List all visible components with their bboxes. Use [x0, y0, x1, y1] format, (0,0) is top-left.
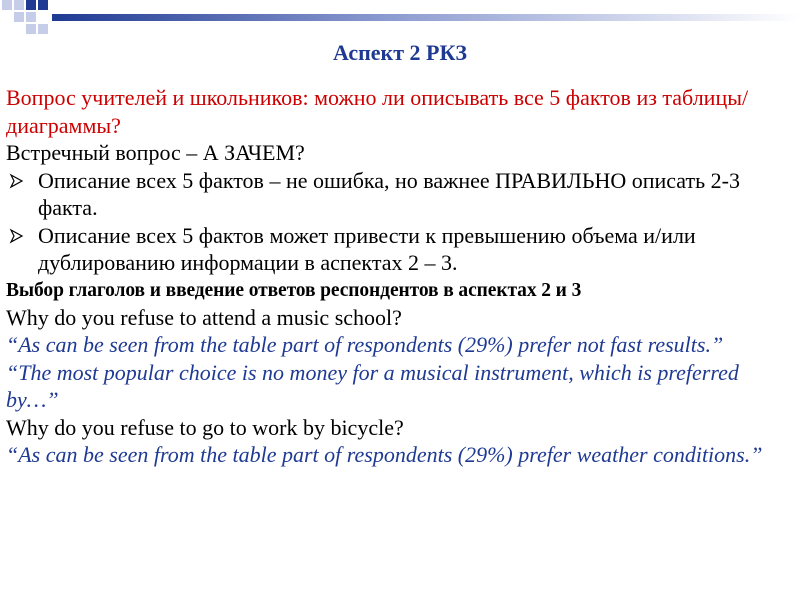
deco-square [2, 0, 12, 10]
bullet-item [6, 167, 792, 222]
slide-content [6, 84, 792, 469]
deco-square [26, 24, 36, 34]
deco-square [38, 24, 48, 34]
bullet-text: Описание всех 5 фактов может привести к превышению объема и/или дублированию информации в аспектах 2 – 3. [38, 222, 696, 275]
example-quote: “The most popular choice is no money for a musical instrument, which is preferred by…” [6, 359, 739, 412]
arrow-bullet-icon [8, 167, 26, 195]
counter-question: Встречный вопрос – А ЗАЧЕМ? [6, 140, 305, 165]
deco-square [26, 0, 36, 10]
bullet-item [6, 222, 792, 277]
deco-square [14, 12, 24, 22]
teacher-question: Вопрос учителей и школьников: можно ли описывать все 5 фактов из таблицы/диаграммы? [6, 85, 749, 138]
arrow-bullet-icon [8, 222, 26, 250]
example-question-music: Why do you refuse to attend a music school? [6, 304, 402, 330]
section-heading: Выбор глаголов и введение ответов респондентов в аспектах 2 и 3 [6, 279, 582, 301]
deco-square [26, 12, 36, 22]
header-gradient-bar [52, 14, 800, 21]
decorative-squares [0, 0, 800, 42]
slide-title: Аспект 2 РКЗ [332, 40, 468, 65]
example-question-bicycle: Why do you refuse to go to work by bicycle? [6, 414, 404, 440]
bullet-text: Описание всех 5 фактов – не ошибка, но важнее ПРАВИЛЬНО описать 2-3 факта. [38, 167, 740, 220]
deco-square [14, 0, 24, 10]
example-quote: “As can be seen from the table part of respondents (29%) prefer weather conditions.” [6, 442, 763, 467]
deco-square [38, 0, 48, 10]
example-quote: “As can be seen from the table part of respondents (29%) prefer not fast results.” [6, 332, 724, 357]
